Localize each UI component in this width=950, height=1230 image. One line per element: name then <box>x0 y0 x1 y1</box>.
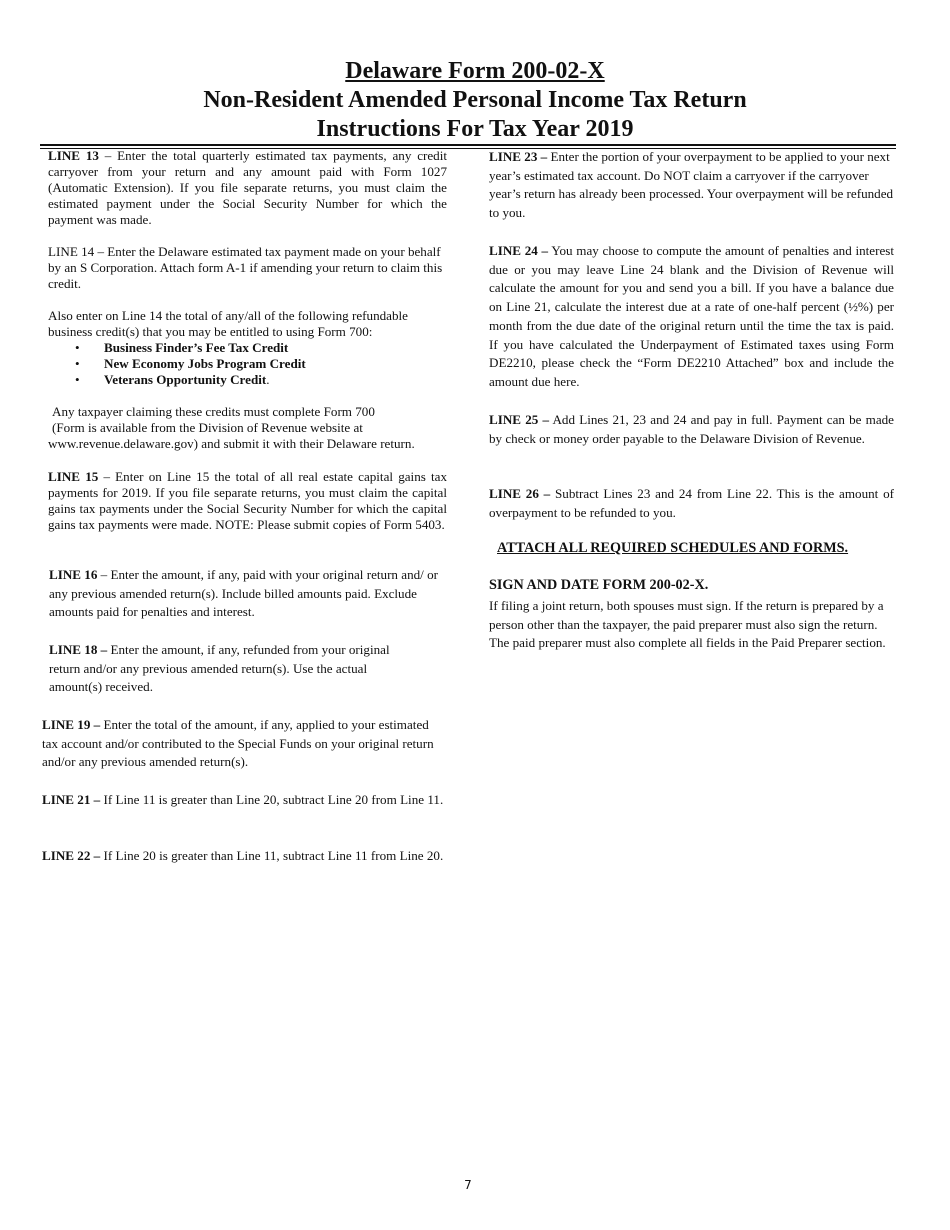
line-19-instruction <box>42 716 447 772</box>
line-18-instruction <box>49 641 421 697</box>
form-700-note-line: www.revenue.delaware.gov) and submit it with their Delaware return. <box>48 436 415 451</box>
bullet-icon: • <box>75 356 80 371</box>
form-700-note <box>48 404 458 452</box>
line-18-label: LINE 18 – <box>49 642 108 657</box>
list-item <box>48 372 447 388</box>
line-19-text: Enter the total of the amount, if any, applied to your estimated tax account and/or contributed to the Special Funds on your original return and/or any previous amended return(s). <box>42 717 434 770</box>
line-23-text: Enter the portion of your overpayment to be applied to your next year’s estimated tax account. Do NOT claim a carryover if the carryover year’s return has already been processed. Your overpayment will be refunded to you. <box>489 149 894 221</box>
credit-name: Business Finder’s Fee Tax Credit <box>104 340 289 355</box>
line-24-instruction <box>489 242 894 392</box>
line-15-text: – Enter on Line 15 the total of all real estate capital gains tax payments for 2019. If you file separate returns, you must claim the capital gains tax payments under the Social Security Number for which the capital gains tax payments were made. NOTE: Please submit copies of Form 5403. <box>48 469 448 532</box>
sign-and-date-text: If filing a joint return, both spouses must sign. If the return is prepared by a person other than the taxpayer, the paid preparer must also sign the return. The paid preparer must also complete all fields in the Paid Preparer section. <box>489 598 886 651</box>
form-700-note-line: (Form is available from the Division of Revenue website at <box>52 420 363 435</box>
line-21-text: If Line 11 is greater than Line 20, subtract Line 20 from Line 11. <box>100 792 444 807</box>
page-number: 7 <box>464 1178 472 1192</box>
line-21-instruction <box>42 791 447 810</box>
line-23-instruction <box>489 148 894 223</box>
form-subtitle: Non-Resident Amended Personal Income Tax Return <box>203 87 747 113</box>
line-18-text: Enter the amount, if any, refunded from your original return and/or any previous amended return(s). Use the actual amount(s) received. <box>49 642 390 695</box>
line-23-label: LINE 23 – <box>489 149 548 164</box>
line-14-also-enter: Also enter on Line 14 the total of any/all of the following refundable business credit(s) that you may be entitled to using Form 700: <box>48 308 408 339</box>
credit-period: . <box>266 372 270 387</box>
form-700-note-line: Any taxpayer claiming these credits must complete Form 700 <box>52 404 375 419</box>
bullet-icon: • <box>75 340 80 355</box>
line-25-instruction <box>489 411 894 448</box>
line-16-label: LINE 16 <box>49 567 98 582</box>
sign-and-date-heading: SIGN AND DATE FORM 200-02-X. <box>489 577 709 593</box>
line-22-label: LINE 22 – <box>42 848 101 863</box>
line-15-label: LINE 15 <box>48 469 99 484</box>
page-header <box>0 57 950 144</box>
credit-name: Veterans Opportunity Credit <box>104 372 267 387</box>
attach-schedules-heading: ATTACH ALL REQUIRED SCHEDULES AND FORMS. <box>497 540 849 556</box>
line-21-label: LINE 21 – <box>42 792 101 807</box>
list-item <box>48 340 447 356</box>
refundable-credits-list <box>48 340 447 388</box>
line-16-instruction <box>49 566 447 622</box>
line-26-instruction <box>489 485 894 522</box>
list-item <box>48 356 447 372</box>
line-24-label: LINE 24 – <box>489 243 549 258</box>
line-26-text: Subtract Lines 23 and 24 from Line 22. This is the amount of overpayment to be refunded to you. <box>489 486 894 520</box>
tax-year-title: Instructions For Tax Year 2019 <box>316 116 634 142</box>
line-24-text: You may choose to compute the amount of penalties and interest due or you may leave Line 24 blank and the Division of Revenue will calculate the amount for you and send you a bill. If you have a balance due on Line 21, calculate the interest due at a rate of one-half percent (½%) per month from the due date of the original return until the time the tax is paid. If you have calculated the Underpayment of Estimated taxes using Form DE2210, please check the “Form DE2210 Attached” box and include the amount due here. <box>489 243 894 389</box>
credit-name: New Economy Jobs Program Credit <box>104 356 306 371</box>
bullet-icon: • <box>75 372 80 387</box>
line-13-instruction <box>48 148 447 228</box>
line-13-label: LINE 13 <box>48 148 99 163</box>
line-19-label: LINE 19 – <box>42 717 101 732</box>
line-25-text: Add Lines 21, 23 and 24 and pay in full. Payment can be made by check or money order payable to the Delaware Division of Revenue. <box>489 412 894 446</box>
form-title: Delaware Form 200-02-X <box>345 58 605 84</box>
line-15-instruction <box>48 469 447 533</box>
line-22-instruction <box>42 847 447 866</box>
line-22-text: If Line 20 is greater than Line 11, subtract Line 11 from Line 20. <box>100 848 444 863</box>
line-14-instruction: LINE 14 – Enter the Delaware estimated tax payment made on your behalf by an S Corporation. Attach form A-1 if amending your return to claim this credit. <box>48 244 443 291</box>
line-13-text: – Enter the total quarterly estimated tax payments, any credit carryover from your return and any amount paid with Form 1027 (Automatic Extension). If you file separate returns, you must claim the estimated payment under the Social Security Number for which the payment was made. <box>48 148 447 227</box>
line-26-label: LINE 26 – <box>489 486 551 501</box>
line-16-text: – Enter the amount, if any, paid with your original return and/ or any previous amended return(s). Include billed amounts paid. Exclude amounts paid for penalties and interest. <box>49 567 438 620</box>
line-25-label: LINE 25 – <box>489 412 550 427</box>
header-rule-thick <box>40 144 896 146</box>
